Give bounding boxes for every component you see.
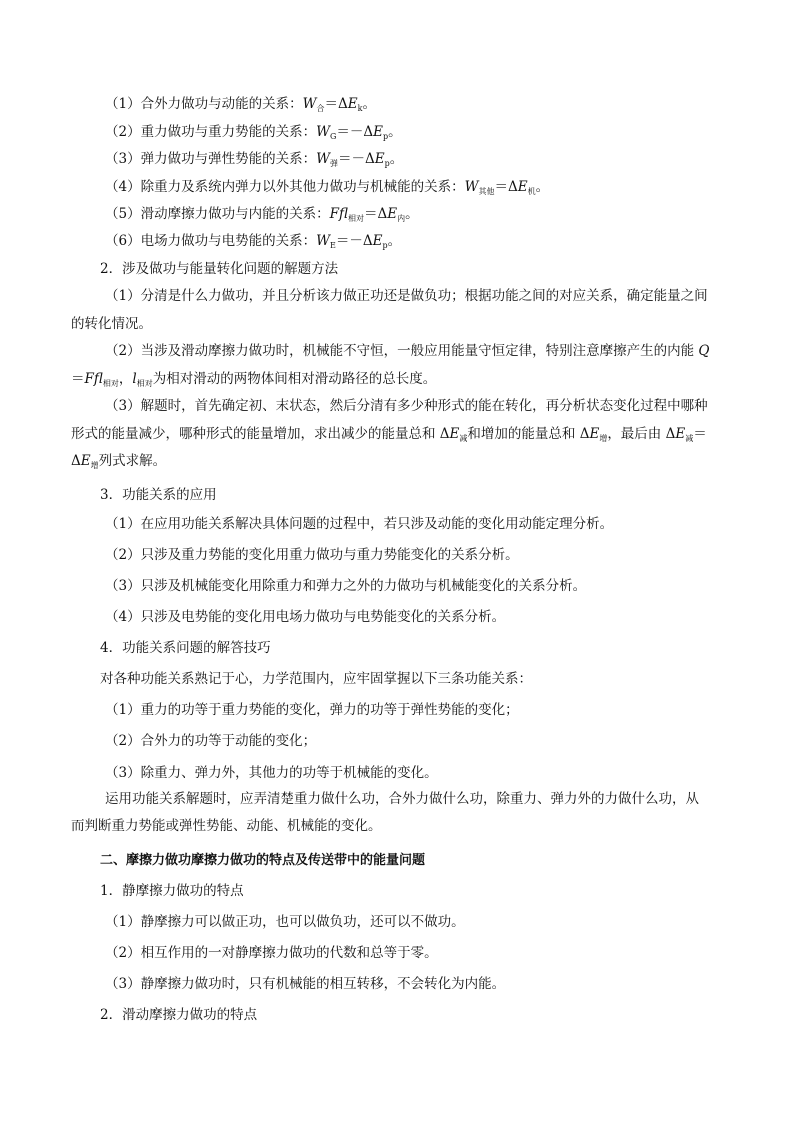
apply-1: （1）在应用功能关系解决具体问题的过程中，若只涉及动能的变化用动能定理分析。 <box>105 516 614 532</box>
static-point-3: （3）静摩擦力做功时，只有机械能的相互转移，不会转化为内能。 <box>105 976 506 992</box>
para-2-line-2: ＝Ffl$_{相对}$，$l_{相对}$为相对滑动的两物体间相对滑动路径的总长度。 <box>71 371 437 388</box>
rel-line-2: （2）重力做功与重力势能的关系：$W_G=-\Delta E_p$。 <box>105 124 402 141</box>
tip-2: （2）合外力的功等于动能的变化； <box>105 733 317 749</box>
section-2-heading-2: 2．滑动摩擦力做功的特点 <box>100 1007 258 1023</box>
para-2-line-1: （2）当涉及滑动摩擦力做功时，机械能不守恒，一般应用能量守恒定律，特别注意摩擦产生的内能 Q <box>105 343 710 359</box>
apply-4: （4）只涉及电势能的变化用电场力做功与电势能变化的关系分析。 <box>105 609 506 625</box>
tip-1: （1）重力的功等于重力势能的变化，弹力的功等于弹性势能的变化； <box>105 702 519 718</box>
summary-line-1: 运用功能关系解题时，应弄清楚重力做什么功，合外力做什么功，除重力、弹力外的力做什么功，从 <box>105 791 699 807</box>
apply-2: （2）只涉及重力势能的变化用重力做功与重力势能变化的关系分析。 <box>105 547 519 563</box>
section-2-heading-1: 1．静摩擦力做功的特点 <box>100 883 244 899</box>
rel-line-6: （6）电场力做功与电势能的关系：$W_E=-\Delta E_p$。 <box>105 233 402 250</box>
para-3-line-3: $\Delta E_增$列式求解。 <box>71 453 167 470</box>
heading-4: 4．功能关系问题的解答技巧 <box>100 640 271 656</box>
para-3-line-2: 形式的能量减少，哪种形式的能量增加，求出减少的能量总和 $\Delta E_减$和增加的能量总和 $\Delta E_增$，最后由 $\Delta E_减=$ <box>71 426 707 443</box>
para-3-line-1: （3）解题时，首先确定初、末状态，然后分清有多少种形式的能在转化，再分析状态变化过程中哪种 <box>105 398 708 414</box>
rel-line-1: （1）合外力做功与动能的关系：$W_合=\Delta E_k$。 <box>105 96 376 113</box>
para-1-line-1: （1）分清是什么力做功，并且分析该力做正功还是做负功；根据功能之间的对应关系，确定能量之间 <box>105 288 708 304</box>
rel-line-4: （4）除重力及系统内弹力以外其他力做功与机械能的关系：$W_{其他}=\Delta E_机$。 <box>105 179 550 196</box>
tips-intro: 对各种功能关系熟记于心，力学范围内，应牢固掌握以下三条功能关系： <box>100 671 532 687</box>
para-1-line-2: 的转化情况。 <box>71 316 152 332</box>
section-2-title: 二、摩擦力做功摩擦力做功的特点及传送带中的能量问题 <box>100 853 426 868</box>
tip-3: （3）除重力、弹力外，其他力的功等于机械能的变化。 <box>105 765 438 781</box>
heading-2: 2．涉及做功与能量转化问题的解题方法 <box>100 261 339 277</box>
static-point-1: （1）静摩擦力可以做正功，也可以做负功，还可以不做功。 <box>105 914 465 930</box>
summary-line-2: 而判断重力势能或弹性势能、动能、机械能的变化。 <box>71 818 382 834</box>
rel-line-3: （3）弹力做功与弹性势能的关系：$W_弹=-\Delta E_p$。 <box>105 151 404 168</box>
heading-3: 3．功能关系的应用 <box>100 487 217 503</box>
rel-line-5: （5）滑动摩擦力做功与内能的关系：$Ffl_{相对}=\Delta E_内$。 <box>105 206 419 223</box>
apply-3: （3）只涉及机械能变化用除重力和弹力之外的力做功与机械能变化的关系分析。 <box>105 578 587 594</box>
static-point-2: （2）相互作用的一对静摩擦力做功的代数和总等于零。 <box>105 945 438 961</box>
